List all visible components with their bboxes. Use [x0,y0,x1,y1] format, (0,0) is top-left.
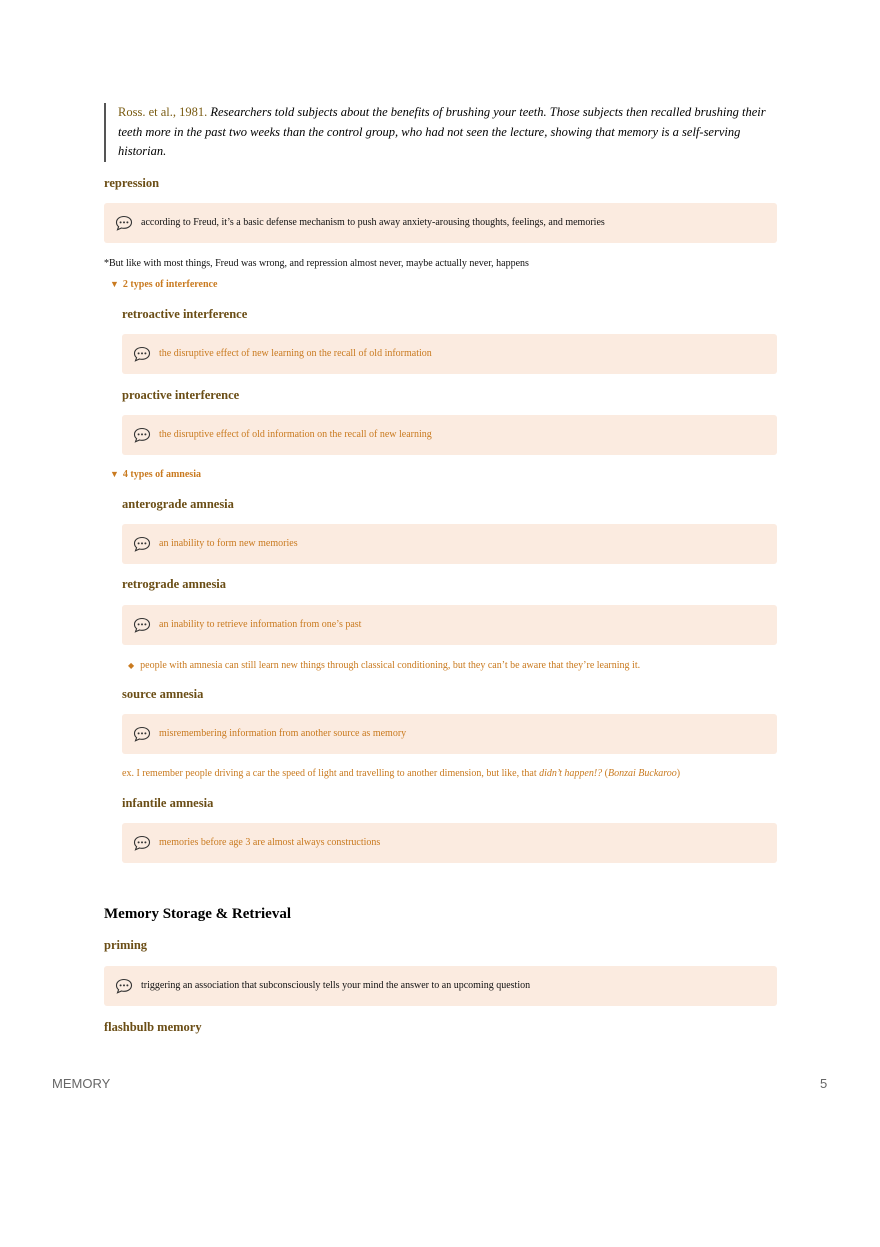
term-source: source amnesia [122,687,204,701]
triangle-down-icon: ▼ [110,279,119,289]
toggle-label: 4 types of amnesia [122,469,201,480]
toggle-label: 2 types of interference [122,279,218,290]
repression-note: *But like with most things, Freud was wrong, and repression almost never, maybe actually never, happens [104,258,529,269]
speech-bubble-icon [115,978,133,994]
quote-text: Researchers told subjects about the benefits of brushing your teeth. Those subjects then recalled brushing their teeth more in the past two weeks than the control group, who had not seen the lecture, showing that memory is a self-serving historian. [118,105,766,158]
speech-bubble-icon [133,617,151,633]
quote-citation: Ross. et al., 1981. [118,105,208,119]
speech-bubble-icon [133,726,151,742]
toggle-interference[interactable] [110,279,217,290]
section-heading: Memory Storage & Retrieval [104,906,292,922]
triangle-down-icon: ▼ [110,469,119,479]
bullet-text: people with amnesia can still learn new things through classical conditioning, but they can’t be aware that they’re learning it. [140,660,641,671]
footer-label: MEMORY [52,1076,111,1091]
term-flashbulb: flashbulb memory [104,1020,202,1034]
term-anterograde: anterograde amnesia [122,497,234,511]
definition-text: triggering an association that subconsciously tells your mind the answer to an upcoming question [141,980,531,991]
definition-text: the disruptive effect of new learning on the recall of old information [159,348,432,359]
callout-retroactive [122,334,777,374]
callout-infantile [122,823,777,863]
toggle-amnesia[interactable] [110,469,201,480]
definition-text: an inability to form new memories [159,538,298,549]
term-infantile: infantile amnesia [122,796,214,810]
definition-text: memories before age 3 are almost always constructions [159,837,381,848]
definition-text: the disruptive effect of old information on the recall of new learning [159,429,432,440]
term-retroactive: retroactive interference [122,307,248,321]
speech-bubble-icon [133,427,151,443]
definition-text: according to Freud, it’s a basic defense mechanism to push away anxiety-arousing thoughts, feelings, and memories [141,217,605,228]
page-number: 5 [820,1076,828,1091]
callout-repression [104,203,777,243]
speech-bubble-icon [133,835,151,851]
speech-bubble-icon [133,346,151,362]
callout-priming [104,966,777,1006]
speech-bubble-icon [133,536,151,552]
callout-retrograde [122,605,777,645]
blockquote [104,103,778,162]
callout-source [122,714,777,754]
term-proactive: proactive interference [122,388,240,402]
term-repression: repression [104,176,160,190]
definition-text: misremembering information from another source as memory [159,728,407,739]
callout-anterograde [122,524,777,564]
definition-text: an inability to retrieve information from one’s past [159,619,362,630]
callout-proactive [122,415,777,455]
list-item [128,660,640,671]
term-retrograde: retrograde amnesia [122,577,227,591]
diamond-bullet-icon: ◆ [128,661,135,670]
term-priming: priming [104,938,148,952]
source-example: ex. I remember people driving a car the speed of light and travelling to another dimension, but like, that didn’t happen!? (Bonzai Buckaroo) [122,768,681,779]
speech-bubble-icon [115,215,133,231]
